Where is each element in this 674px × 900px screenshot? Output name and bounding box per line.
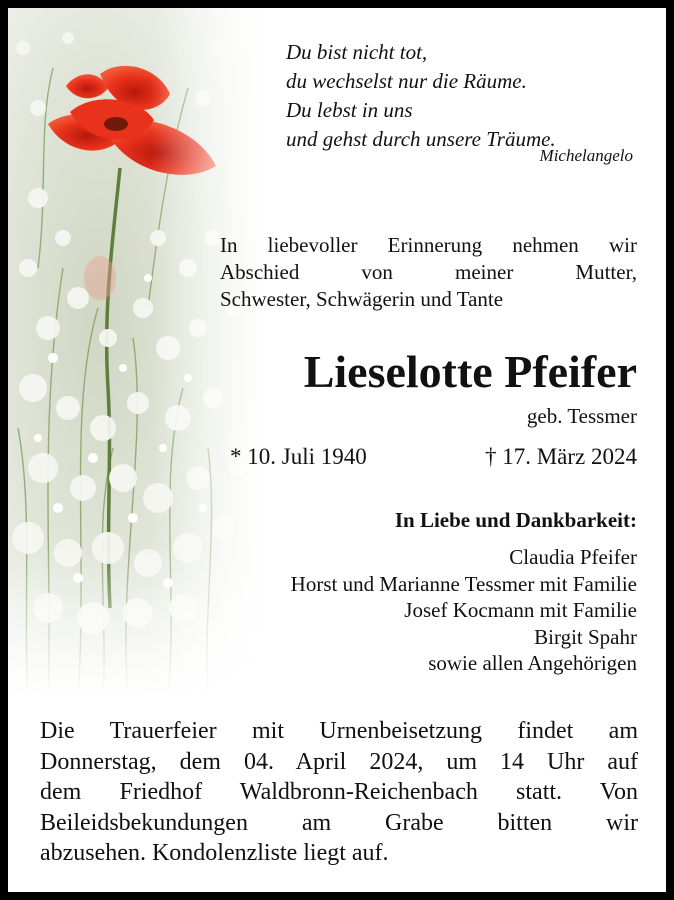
intro-line: Abschied von meiner Mutter, xyxy=(220,260,637,284)
poem-line: und gehst durch unsere Träume. xyxy=(286,127,556,151)
poem-line: du wechselst nur die Räume. xyxy=(286,69,527,93)
poem xyxy=(286,38,636,154)
funeral-line: Donnerstag, dem 04. April 2024, um 14 Uhr auf xyxy=(40,748,638,775)
deceased-name: Lieselotte Pfeifer xyxy=(303,346,637,397)
mourner-name: sowie allen Angehörigen xyxy=(428,651,637,675)
thanks-heading: In Liebe und Dankbarkeit: xyxy=(394,508,637,532)
poem-line: Du bist nicht tot, xyxy=(286,40,428,64)
mourner-name: Horst und Marianne Tessmer mit Familie xyxy=(290,571,637,596)
funeral-line: dem Friedhof Waldbronn-Reichenbach statt. Von xyxy=(40,779,638,805)
funeral-notice xyxy=(40,716,638,869)
maiden-name: geb. Tessmer xyxy=(526,404,637,428)
funeral-line: abzusehen. Kondolenzliste liegt auf. xyxy=(40,840,389,866)
death-date: † 17. März 2024 xyxy=(484,444,637,469)
intro-line: In liebevoller Erinnerung nehmen wir xyxy=(220,233,637,257)
mourner-name: Claudia Pfeifer xyxy=(509,545,637,569)
funeral-line: Beileidsbekundungen am Grabe bitten wir xyxy=(40,809,638,836)
mourners-list xyxy=(188,544,637,677)
funeral-line: Die Trauerfeier mit Urnenbeisetzung findet am xyxy=(40,718,638,744)
intro-text xyxy=(220,232,637,313)
poem-line: Du lebst in uns xyxy=(286,98,413,122)
mourner-name: Birgit Spahr xyxy=(534,624,637,649)
birth-date: * 10. Juli 1940 xyxy=(230,444,367,469)
poem-author: Michelangelo xyxy=(539,146,633,165)
mourner-name: Josef Kocmann mit Familie xyxy=(404,598,637,622)
intro-line: Schwester, Schwägerin und Tante xyxy=(220,287,504,311)
